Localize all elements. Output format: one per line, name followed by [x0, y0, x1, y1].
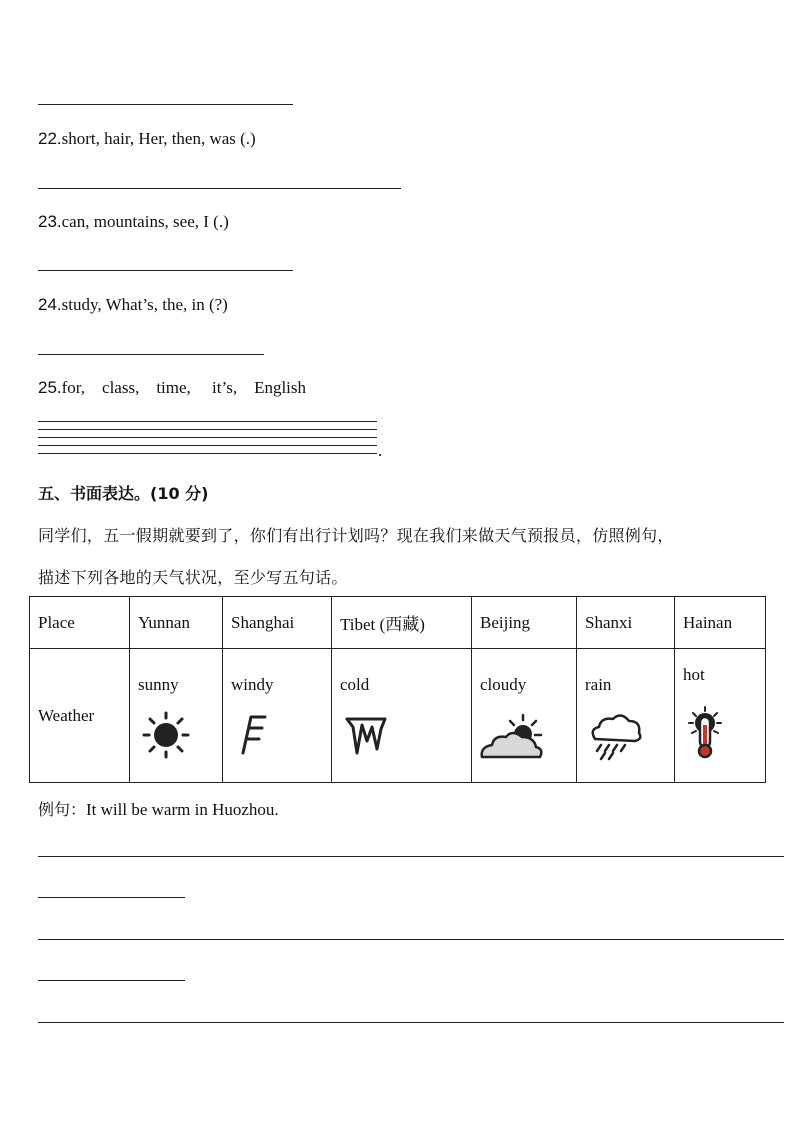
weather-cell-rain [577, 649, 675, 783]
weather-cell-cloudy [472, 649, 577, 783]
period-mark: . [378, 441, 383, 460]
answer-line[interactable] [38, 429, 377, 430]
instructions-line-1: 同学们，五一假期就要到了，你们有出行计划吗？现在我们来做天气预报员，仿照例句， [38, 526, 674, 545]
question-number: 25. [38, 378, 62, 397]
question-24 [38, 295, 228, 315]
weather-word: cloudy [480, 675, 527, 694]
question-text: study, What’s, the, in (?) [61, 295, 228, 314]
weather-row [30, 649, 766, 783]
place-tibet: Tibet (西藏) [332, 597, 472, 649]
question-22 [38, 129, 256, 149]
place-yunnan: Yunnan [130, 597, 223, 649]
question-23 [38, 212, 229, 232]
weather-word: rain [585, 675, 612, 694]
weather-cell-cold [332, 649, 472, 783]
weather-cell-hot [675, 649, 766, 783]
answer-line[interactable] [38, 270, 293, 271]
weather-word: windy [231, 675, 274, 694]
answer-line[interactable] [38, 445, 377, 446]
weather-word: hot [683, 665, 705, 684]
writing-line-short[interactable] [38, 980, 185, 981]
answer-line[interactable] [38, 104, 293, 105]
weather-word: sunny [138, 675, 179, 694]
question-text: can, mountains, see, I (.) [61, 212, 229, 231]
question-text: short, hair, Her, then, was (.) [61, 129, 256, 148]
cloud-sun-icon [478, 713, 546, 768]
section-heading: 五、书面表达。(10 分) [38, 484, 209, 503]
place-row [30, 597, 766, 649]
wind-icon [239, 713, 273, 762]
writing-line[interactable] [38, 856, 784, 857]
sun-icon [140, 711, 192, 764]
thermometer-icon [687, 705, 723, 764]
place-shanxi: Shanxi [577, 597, 675, 649]
writing-line[interactable] [38, 939, 784, 940]
answer-line[interactable] [38, 437, 377, 438]
instructions-line-2: 描述下列各地的天气状况，至少写五句话。 [38, 568, 348, 587]
answer-line[interactable] [38, 188, 401, 189]
question-25 [38, 378, 306, 398]
question-number: 23. [38, 212, 62, 231]
question-number: 24. [38, 295, 62, 314]
answer-line[interactable] [38, 421, 377, 422]
rain-cloud-icon [587, 711, 643, 766]
writing-line[interactable] [38, 1022, 784, 1023]
question-number: 22. [38, 129, 62, 148]
question-text: for, class, time, it’s, English [61, 378, 307, 397]
weather-cell-windy [223, 649, 332, 783]
place-shanghai: Shanghai [223, 597, 332, 649]
place-hainan: Hainan [675, 597, 766, 649]
writing-line-short[interactable] [38, 897, 185, 898]
answer-line[interactable] [38, 453, 377, 454]
weather-cell-sunny [130, 649, 223, 783]
icicle-icon [344, 715, 388, 760]
weather-table [29, 596, 766, 783]
weather-word: cold [340, 675, 370, 694]
example-text: It will be warm in Huozhou. [86, 800, 279, 819]
example-sentence [38, 797, 279, 820]
place-header: Place [30, 597, 130, 649]
place-beijing: Beijing [472, 597, 577, 649]
answer-line[interactable] [38, 354, 264, 355]
example-label: 例句： [38, 800, 87, 819]
weather-header: Weather [30, 649, 130, 783]
